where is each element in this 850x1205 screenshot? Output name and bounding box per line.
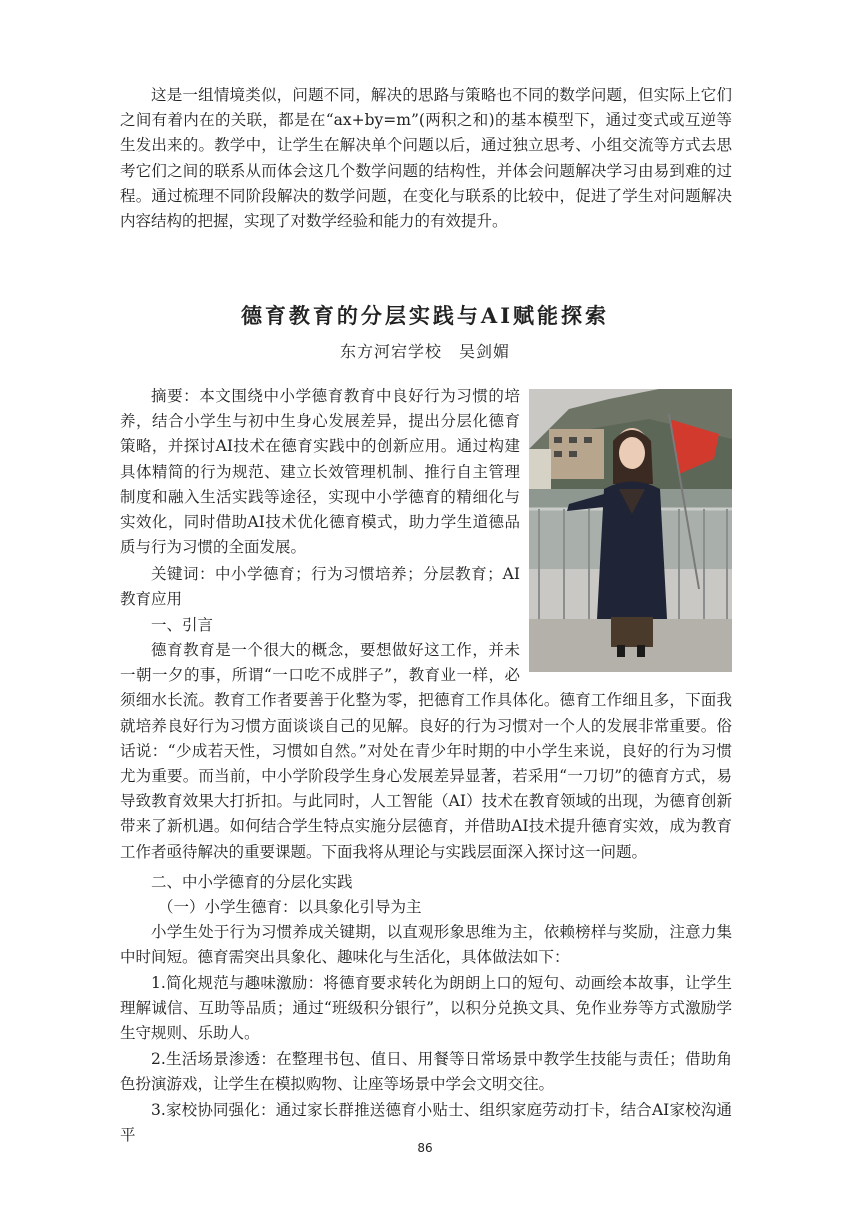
list-item-2: 2.生活场景渗透：在整理书包、值日、用餐等日常场景中教学生技能与责任；借助角色扮演游戏，让学生在模拟购物、让座等场景中学会文明交往。 — [120, 1050, 732, 1094]
abstract-paragraph: 摘要：本文围绕中小学德育教育中良好行为习惯的培养，结合小学生与初中生身心发展差异，提出分层化德育策略，并探讨AI技术在德育实践中的创新应用。通过构建具体精简的行为规范、建立长效管理机制、推行自主管理制度和融入生活实践等途径，实现中小学德育的精细化与实效化，同时借助AI技术优化德育模式，助力学生道德品质与行为习惯的全面发展。 — [120, 387, 520, 557]
keywords-paragraph: 关键词：中小学德育；行为习惯培养；分层教育；AI 教育应用 — [120, 565, 520, 609]
section-1-text: 德育教育是一个很大的概念，要想做好这工作，并未一朝一夕的事，所谓“一口吃不成胖子”，教育业一样，必须细水长流。教育工作者要善于化整为零，把德育工作具体化。德育工作细且多，下面我就培养良好行为习惯方面谈谈自己的见解。良好的行为习惯对一个人的发展非常重要。俗话说：“少成若天性，习惯如自然。”对处在青少年时期的中小学生来说，良好的行为习惯尤为重要。而当前，中小学阶段学生身心发展差异显著，若采用“一刀切”的德育方式，易导致教育效果大打折扣。与此同时，人工智能（AI）技术在教育领域的出现，为德育创新带来了新机遇。如何结合学生特点实施分层德育，并借助AI技术提升德育实效，成为教育工作者亟待解决的重要课题。下面我将从理论与实践层面深入探讨这一问题。 — [120, 641, 732, 861]
subsection-1-heading: （一）小学生德育：以具象化引导为主 — [158, 898, 422, 916]
photo-wrap-spacer — [520, 638, 732, 678]
section-2-heading: 二、中小学德育的分层化实践 — [151, 873, 353, 891]
article-title: 德育教育的分层实践与AI赋能探索 — [240, 303, 610, 328]
subsection-1-paragraph: 小学生处于行为习惯养成关键期，以直观形象思维为主，依赖榜样与奖励，注意力集中时间短。德育需突出具象化、趣味化与生活化，具体做法如下： — [120, 923, 732, 967]
author-portrait-photo — [529, 389, 732, 672]
intro-paragraph: 这是一组情境类似，问题不同，解决的思路与策略也不同的数学问题，但实际上它们之间有着内在的关联，都是在“ax+by=m”(两积之和)的基本模型下，通过变式或互逆等生发出来的。教学中，让学生在解决单个问题以后，通过独立思考、小组交流等方式去思考它们之间的联系从而体会这几个数学问题的结构性，并体会问题解决学习由易到难的过程。通过梳理不同阶段解决的数学问题，在变化与联系的比较中，促进了学生对问题解决内容结构的把握，实现了对数学经验和能力的有效提升。 — [120, 86, 732, 231]
page-number: 86 — [417, 1141, 433, 1155]
section-1-paragraph — [120, 638, 732, 865]
article-author: 东方河宕学校 吴剑媚 — [339, 342, 510, 361]
list-item-1: 1.简化规范与趣味激励：将德育要求转化为朗朗上口的短句、动画绘本故事，让学生理解诚信、互助等品质；通过“班级积分银行”，以积分兑换文具、免作业券等方式激励学生守规则、乐助人。 — [120, 974, 732, 1043]
list-item-3: 3.家校协同强化：通过家长群推送德育小贴士、组织家庭劳动打卡，结合AI家校沟通平 — [120, 1101, 732, 1145]
section-1-heading: 一、引言 — [151, 616, 214, 634]
